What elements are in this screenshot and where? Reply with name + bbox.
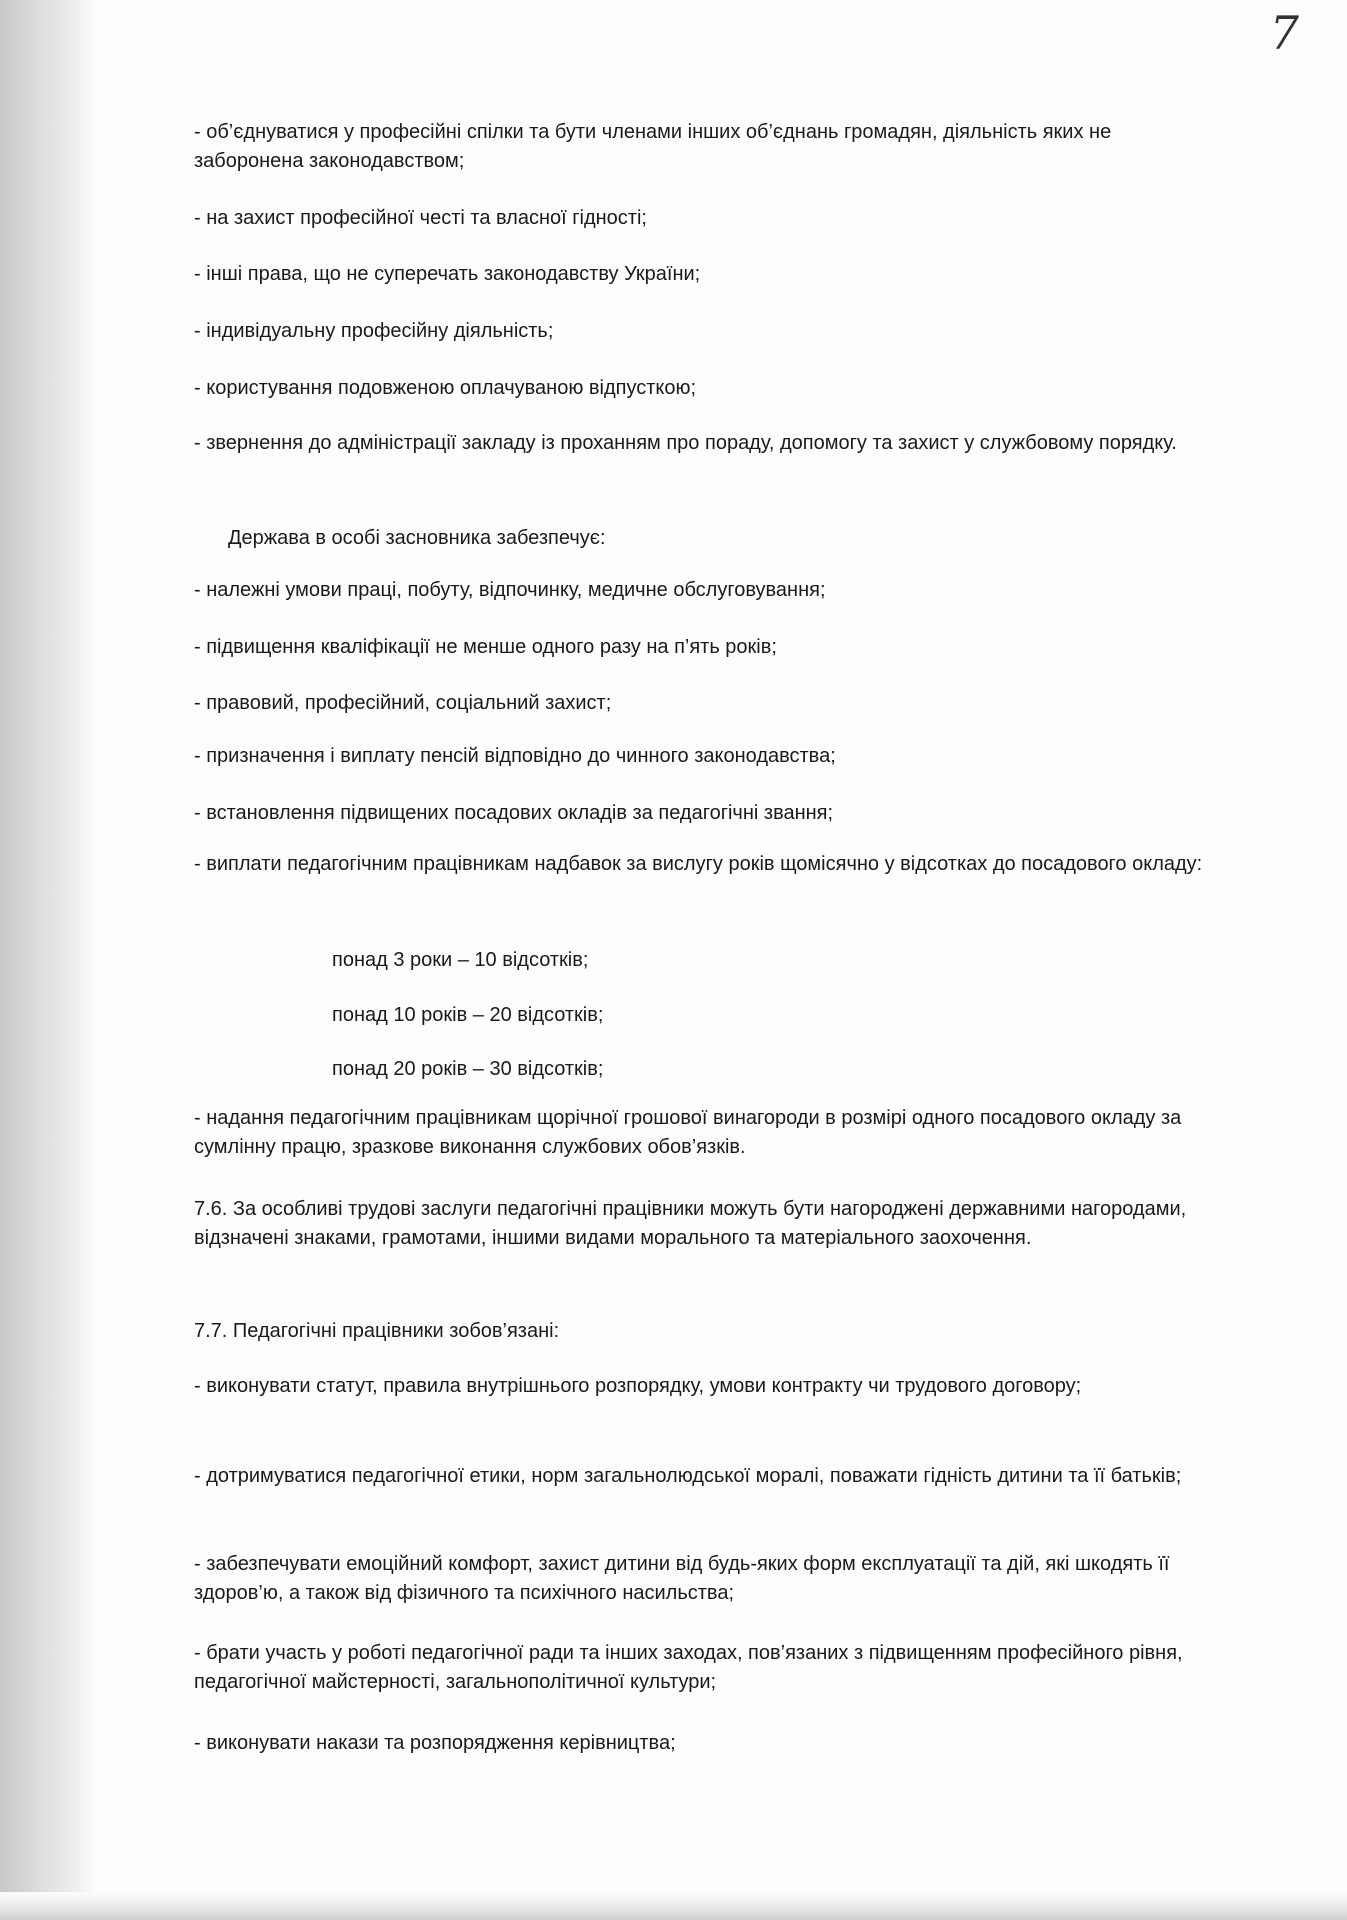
seniority-3-years: понад 3 роки – 10 відсотків; <box>332 949 589 971</box>
paragraph-right-extended-leave: - користування подовженою оплачуваною відпусткою; <box>194 377 697 399</box>
paragraph-state-annual-reward: - надання педагогічним працівникам щорічної грошової винагороди в розмірі одного посадового окладу за сумлінну працю, зразкове виконання службових обов’язків. <box>194 1107 1182 1158</box>
seniority-20-years: понад 20 років – 30 відсотків; <box>332 1058 604 1080</box>
paragraph-right-other: - інші права, що не суперечать законодавству України; <box>194 263 701 285</box>
paragraph-state-conditions: - належні умови праці, побуту, відпочинку, медичне обслуговування; <box>194 579 826 601</box>
paragraph-state-seniority: - виплати педагогічним працівникам надбавок за вислугу років щомісячно у відсотках до посадового окладу: <box>194 853 1203 875</box>
paragraph-state-pension: - призначення і виплату пенсій відповідно до чинного законодавства; <box>194 745 836 767</box>
paragraph-duty-ethics: - дотримуватися педагогічної етики, норм загальнолюдської моралі, поважати гідність дитини та її батьків; <box>194 1465 1182 1487</box>
paragraph-7-7-heading: 7.7. Педагогічні працівники зобов’язані: <box>194 1320 560 1342</box>
paragraph-state-salary: - встановлення підвищених посадових окладів за педагогічні звання; <box>194 802 834 824</box>
paragraph-right-appeal: - звернення до адміністрації закладу із проханням про пораду, допомогу та захист у службовому порядку. <box>194 432 1177 454</box>
binding-shadow <box>0 0 96 1920</box>
page-bottom-edge <box>0 1892 1347 1920</box>
paragraph-7-6: 7.6. За особливі трудові заслуги педагогічні працівники можуть бути нагороджені державними нагородами, відзначені знаками, грамотами, іншими видами морального та матеріального заохочення. <box>194 1198 1187 1249</box>
seniority-10-years: понад 10 років – 20 відсотків; <box>332 1004 604 1026</box>
paragraph-duty-pedagogical-council: - брати участь у роботі педагогічної ради та інших заходах, пов’язаних з підвищенням професійного рівня, педагогічної майстерності, загальнополітичної культури; <box>194 1642 1183 1693</box>
paragraph-duty-statute: - виконувати статут, правила внутрішнього розпорядку, умови контракту чи трудового договору; <box>194 1375 1082 1397</box>
page-number: 7 <box>1269 6 1299 60</box>
paragraph-right-unions: - об’єднуватися у професійні спілки та бути членами інших об’єднань громадян, діяльність яких не заборонена законодавством; <box>194 121 1112 172</box>
paragraph-duty-orders: - виконувати накази та розпорядження керівництва; <box>194 1732 676 1754</box>
paragraph-state-protection: - правовий, професійний, соціальний захист; <box>194 692 612 714</box>
paragraph-state-heading: Держава в особі засновника забезпечує: <box>228 527 606 549</box>
paragraph-right-honor: - на захист професійної честі та власної гідності; <box>194 207 647 229</box>
paragraph-duty-comfort: - забезпечувати емоційний комфорт, захист дитини від будь-яких форм експлуатації та дій, які шкодять її здоров’ю, а також від фізичного та психічного насильства; <box>194 1553 1170 1604</box>
paragraph-state-qualification: - підвищення кваліфікації не менше одного разу на п’ять років; <box>194 636 777 658</box>
paragraph-right-individual-activity: - індивідуальну професійну діяльність; <box>194 320 554 342</box>
